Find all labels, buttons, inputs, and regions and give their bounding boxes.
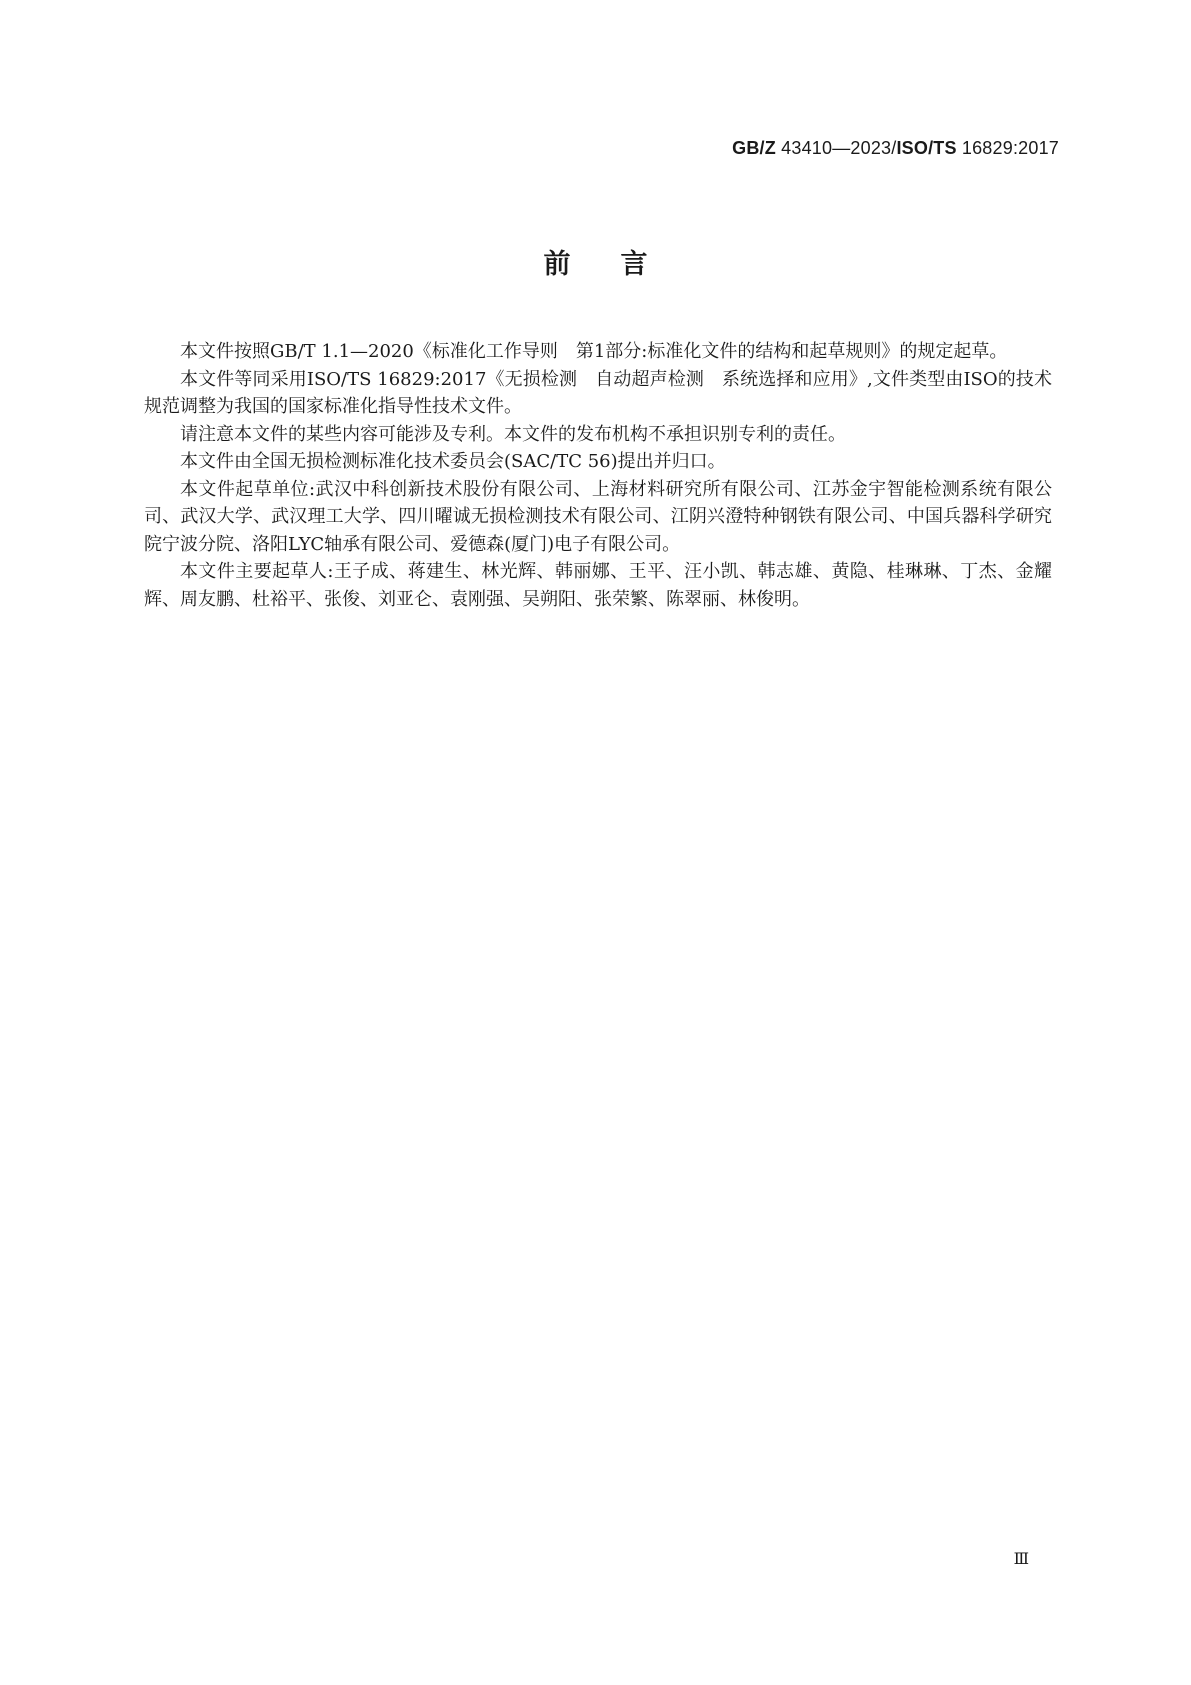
paragraph-drafting-rules: 本文件按照GB/T 1.1—2020《标准化工作导则 第1部分:标准化文件的结构和起草规则》的规定起草。 — [180, 341, 1008, 362]
paragraph-drafters: 本文件主要起草人:王子成、蒋建生、林光辉、韩丽娜、王平、汪小凯、韩志雄、黄隐、桂琳琳、丁杰、金耀辉、周友鹏、杜裕平、张俊、刘亚仑、袁刚强、吴朔阳、张荣繁、陈翠丽、林俊明。 — [144, 561, 1052, 610]
standard-code-iso: ISO/TS — [896, 138, 957, 158]
paragraph-equivalence: 本文件等同采用ISO/TS 16829:2017《无损检测 自动超声检测 系统选择和应用》,文件类型由ISO的技术规范调整为我国的国家标准化指导性技术文件。 — [144, 368, 1052, 417]
page-title: 前言 — [543, 249, 698, 280]
standard-code-suffix: 16829:2017 — [961, 138, 1059, 158]
standard-code-prefix: GB/Z — [732, 138, 776, 158]
paragraph-patent-notice: 请注意本文件的某些内容可能涉及专利。本文件的发布机构不承担识别专利的责任。 — [180, 423, 846, 445]
standard-code — [732, 138, 1059, 159]
paragraph-drafting-units: 本文件起草单位:武汉中科创新技术股份有限公司、上海材料研究所有限公司、江苏金宇智能检测系统有限公司、武汉大学、武汉理工大学、四川曜诚无损检测技术有限公司、江阴兴澄特种钢铁有限公司、中国兵器科学研究院宁波分院、洛阳LYC轴承有限公司、爱德森(厦门)电子有限公司。 — [144, 478, 1052, 555]
foreword-body — [144, 338, 1052, 613]
page-number: Ⅲ — [1013, 1549, 1029, 1568]
standard-code-number: 43410—2023/ — [781, 138, 897, 158]
paragraph-proposer: 本文件由全国无损检测标准化技术委员会(SAC/TC 56)提出并归口。 — [180, 451, 726, 472]
